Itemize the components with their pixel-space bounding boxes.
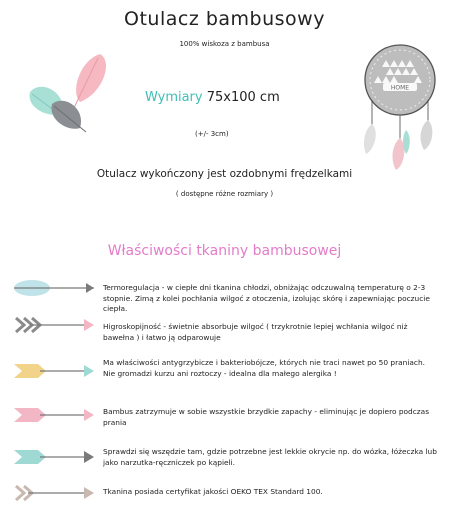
product-description: Otulacz wykończony jest ozdobnymi frędzelkami — [96, 168, 353, 180]
dimensions-tolerance: (+/- 3cm) — [195, 130, 229, 138]
property-text: Tkanina posiada certyfikat jakości OEKO TEX Standard 100. — [103, 487, 323, 496]
property-text: Higroskopijność - świetnie absorbuje wilgoć ( trzykrotnie lepiej wchłania wilgoć niż bawełna ) i łatwo ją odparowuje — [103, 322, 408, 342]
feather-arrow-icon — [10, 310, 98, 340]
page-subtitle: 100% wiskoza z bambusa — [179, 40, 270, 48]
feather-arrow-icon — [10, 273, 98, 303]
dimensions-line — [145, 90, 280, 105]
properties-heading: Właściwości tkaniny bambusowej — [107, 243, 342, 259]
feather-arrow-icon — [10, 442, 98, 472]
feather-arrow-icon — [10, 400, 98, 430]
grey-feather-icon — [51, 101, 86, 132]
pink-feather-icon — [72, 54, 106, 112]
dimensions-value: 75x100 cm — [206, 90, 280, 105]
dimensions-label: Wymiary — [145, 90, 203, 105]
property-text: Ma właściwości antygrzybicze i bakteriobójcze, których nie traci nawet po 50 praniach. Nie gromadzi kurzu ani roztoczy - idealna dla małego alergika ! — [103, 358, 426, 378]
feather-arrow-icon — [10, 356, 98, 386]
feather-arrow-icon — [10, 478, 98, 508]
feathers-illustration — [22, 42, 112, 134]
page-title: Otulacz bambusowy — [124, 8, 325, 30]
sizes-note: ( dostępne różne rozmiary ) — [175, 190, 274, 198]
property-text: Termoregulacja - w ciepłe dni tkanina chłodzi, obniżając odczuwalną temperaturę o 2-3 stopnie. Zimą z kolei pochłania wilgoć z otoczenia, izolując skórę i zapewniając poczucie ciepła. — [103, 283, 430, 313]
property-text: Bambus zatrzymuje w sobie wszystkie brzydkie zapachy - eliminując je dopiero podczas prania — [103, 407, 430, 427]
dreamcatcher-label: HOME — [390, 84, 410, 92]
dreamcatcher-illustration — [356, 20, 444, 176]
property-text: Sprawdzi się wszędzie tam, gdzie potrzebne jest lekkie okrycie np. do wózka, łóżeczka lub jako narzutka-ręczniczek po kąpieli. — [103, 447, 437, 467]
